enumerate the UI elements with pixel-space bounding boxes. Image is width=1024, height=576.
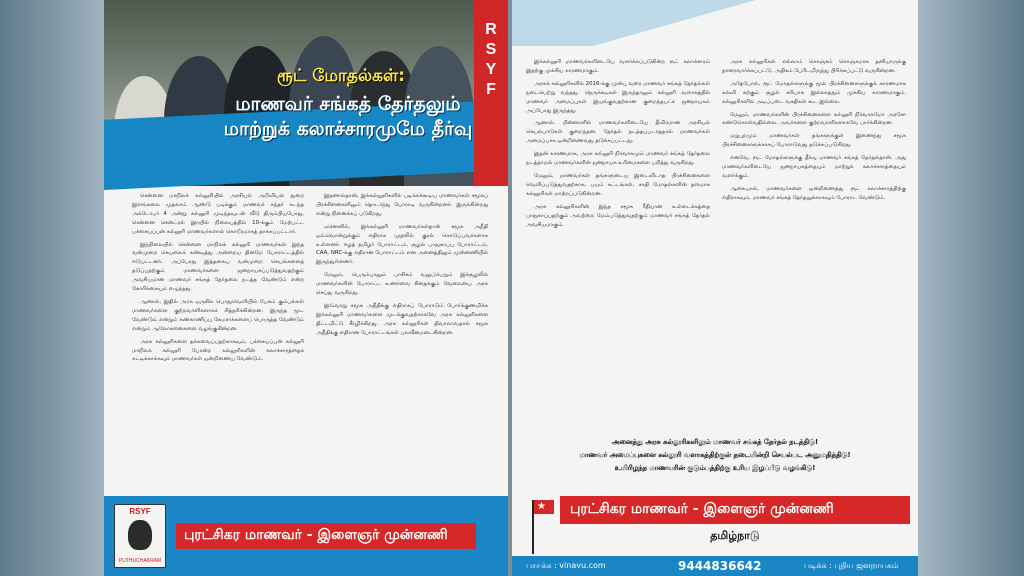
paragraph: மேலும், பெரும்பாலும் பாசிசம் வலுப்பெறும் இச்சூழலில் மாணவர்களின் போராட்ட உணர்வை சிதைக்கும் வேலையை அரசு செய்து வருகிறது.: [316, 272, 488, 297]
paragraph: ஆகையால், மாணவர்களை ஒன்றிணைத்து ரூட் கலாச்சாரத்திற்கு எதிராகவும், மாணவர் சங்கத் தேர்தலுக்காகவும் போராட வேண்டும்.: [722, 185, 906, 201]
paragraph: இவ்வாறு சமூக அநீதிக்கு எதிராகப் போராடும் போர்க்குணமிக்க இக்கல்லூரி மாணவர்களை முடக்குவதற்காகவே அரசு கல்லூரிகளை திட்டமிட்டு சீரழிக்கிறது. அரசு கல்லூரிகள் திவாலாவதால் சமூக அநீதிக்கு எதிரான போராட்டங்கள் பலவீனமடைகின்றன.: [316, 302, 488, 336]
paragraph: ஆனால், இதில் அரசு ஒருசில பொதுவெளியில் பேசும் கும்பல்கள் மாணவர்களை குற்றவாளிகளாகச் சித்தரிக்கின்றன. இருந்த மூட வேண்டும் என்றும் கண்காணிப்பு கேமராக்களைப் பொருத்த வேண்டும் என்றும் ஆலோசனைகளை வழங்குகின்றன.: [132, 298, 304, 332]
article-columns: [132, 192, 488, 368]
region-label: தமிழ்நாடு: [710, 529, 760, 542]
article-column-3: [526, 58, 710, 233]
background-right: [918, 0, 1024, 576]
footer-banner: [104, 496, 508, 576]
phone-number: 9444836642: [678, 559, 762, 573]
demands-caption: [512, 436, 918, 475]
demand-line: மாணவர் அமைப்புகளை கல்லூரி வளாகத்திற்குள் தடையின்றி செயல்பட அனுமதித்திடு!: [579, 451, 851, 459]
headline: [198, 92, 498, 142]
headline-line-1: மாணவர் சங்கத் தேர்தலும்: [235, 93, 461, 115]
paragraph: மேலும், மாணவர்கள் தங்களுடைய இடைவிடாத பிரச்சினைகளை வெளிப்படுத்துவதற்காக, பயம் கட்டங்கள், சாதி மோதல்களின் தளமாக கல்லூரிகள் மாற்றப்படுகின்றன.: [526, 172, 710, 197]
paragraph: மறுபுறமும் மாணவர்கள் தங்களுக்குள் இணைந்து சமூக பிரச்சினைகளுக்காகப் போராடுவது தடுக்கப்படுகிறது.: [722, 133, 906, 149]
paragraph: ஆனால், பின்னாளில் மாணவர்களிடையே தீவிரமான அரசியல் செயல்பாடுகள் குறைந்தன. தேர்தல் நடத்தப்படாததால் மாணவர்கள் அமைப்பாக ஒன்றிணைவது தடுக்கப்பட்டது.: [526, 120, 710, 145]
demand-line: அனைத்து அரசு கல்லூரிகளிலும் மாணவர் சங்கத் தேர்தல் நடத்திடு!: [611, 438, 819, 446]
website-text: பாா்க்க : vinavu.com: [526, 561, 606, 570]
rsyf-badge: [474, 0, 508, 186]
logo-text: RSYF: [129, 507, 151, 516]
org-name: புரட்சிகர மாணவர் - இளைஞர் முன்னணி: [570, 501, 834, 517]
portrait-icon: [128, 520, 152, 550]
logo-subtext: PUTHUCHAKRAM: [118, 558, 162, 564]
page-right: [512, 0, 918, 576]
badge-letter: S: [485, 41, 497, 58]
article-column-4: [722, 58, 906, 233]
badge-letter: Y: [485, 61, 497, 78]
paragraph: ஏனெனில், இக்கல்லூரி மாணவர்கள்தான் சமூக அநீதி ஒவ்வொன்றுக்கும் எதிராக முதலில் குரல் கொடுப்பவர்களாக உள்ளனர். ஈழத் தமிழர் போராட்டம், சூழல் பாதுகாப்பு போராட்டம், CAA, NRC-க்கு எதிரான போராட்டம் என அனைத்திலும் முன்னணியில் இருந்துள்ளனர்.: [316, 223, 488, 266]
read-text: படிக்க : புதிய ஜனநாயகம்: [804, 561, 899, 570]
paragraph: அரசு கல்லூரிகள் எல்லாம் கொஞ்சம் கொஞ்சமாக தனியாருக்கு தாரைவார்க்கப்பட்டு, அதிகம் பேரிடமிருந்து பிரிக்கப்பட்டு வருகின்றன.: [722, 59, 906, 74]
footer-block: [512, 474, 918, 576]
star-icon: ★: [537, 501, 546, 512]
headline-line-2: மாற்றுக் கலாச்சாரமுமே தீர்வு: [223, 118, 473, 140]
badge-letter: F: [486, 81, 496, 98]
page-left: [104, 0, 508, 576]
paragraph: சென்னை மாநிலக் கல்லூரியில் அரசியல் அறிவியல் துறை இளங்கலை முதலாம் ஆண்டு படிக்கும் மாணவர் சுந்தர் கடந்த அக்டோபர் 4 அன்று கல்லூரி முடிந்தவுடன் வீடு திரும்பியபோது, சென்னை சென்ட்ரல் இரயில் நிலையத்தில் 10-க்கும் மேற்பட்ட பச்சையப்பன் கல்லூரி மாணவர்களால் கொடூரமாகத் தாக்கப்பட்டார்.: [132, 193, 304, 235]
paragraph: இந்நிலையில் சென்னை மாநிலக் கல்லூரி மாணவர்கள் இந்த வன்முறை செயலைக் கண்டித்து அன்றைய தினமே போராட்டத்தில் ஈடுபட்டனர். அப்போது இத்தகைய வன்முறை செயல்களைத் தடுப்பதற்கும் மாணவர்களை ஜனநாயகப்படுத்துவதற்கும் அவசியமான மாணவர் சங்கத் தேர்தலை நடத்த வேண்டும் என்ற கோரிக்கையும் எழுந்தது.: [132, 241, 304, 293]
paragraph: எனவே, ரூட் மோதல்களுக்கு தீர்வு மாணவர் சங்கத் தேர்தல்தான். அது மாணவர்களிடையே ஜனநாயகத்தையும் மாற்றுக் கலாச்சாரத்தையும் வளர்க்கும்.: [722, 155, 906, 179]
org-name: புரட்சிகர மாணவர் - இளைஞர் முன்னணி: [184, 527, 448, 543]
paragraph: அரசு கல்லூரிகளை தக்கவைப்பதற்காகவும், பச்சையப்பன் கல்லூரி மாநிலக் கல்லூரி போன்ற கல்லூரிகளின் கலாச்சாரத்தைக் கட்டிக்காக்கவும் மாணவர்கள் ஒன்றிணைய வேண்டும்.: [132, 338, 304, 363]
paragraph: மேலும், மாணவர்களின் பிரச்சினைகளை கல்லூரி நிர்வாகமோ அரசோ கண்டுகொள்வதில்லை. அவர்களை குற்றவாளிகளாகவே பார்க்கின்றன.: [722, 111, 906, 127]
paragraph: இதன் காரணமாக, அரசு கல்லூரி நிர்வாகமும் மாணவர் சங்கத் தேர்தலை நடத்தாமல் மாணவர்களின் ஜனநாயக உரிமைகளை பறித்து வருகிறது.: [526, 151, 710, 167]
contact-bar: [512, 556, 918, 576]
rsyf-logo: [114, 504, 166, 568]
article-column-1: [132, 192, 304, 368]
badge-letter: R: [485, 21, 497, 38]
paragraph: அரசுக் கல்லூரிகளில் 2016-க்கு முன்பு வரை மாணவர் சங்கத் தேர்தல்கள் நடைபெற்று வந்தது. நெருக்கடிகள் இருந்தாலும் கல்லூரி வளாகத்தில் மாணவர் அமைப்புகள் இயங்குவதற்கான குறைந்தபட்ச ஜனநாயகம் அப்போது இருந்தது.: [526, 80, 710, 114]
background-left: [0, 0, 104, 576]
paragraph: இதனால்தான், இக்கல்லூரிகளில் படிக்கக்கூடிய மாணவர்கள் சமூகப் பிரச்சினைகளிலும் தொடர்ந்து போராடி வருகின்றனர். இருக்கின்றது என்று நினைக்கப் படுகிறது.: [316, 193, 488, 217]
headline-kicker: ரூட் மோதல்கள்:: [276, 66, 406, 86]
paragraph: இக்கல்லூரி மாணவர்களிடையே வளர்க்கப்படுகின்ற ரூட் கலாச்சாரம் இதற்கு முக்கிய காரணமாகும்.: [526, 59, 710, 74]
article-column-2: [316, 192, 488, 368]
paragraph: அதேபோல், ரூட் மோதல்களுக்கு மூல பிரச்சினைகளுக்குக் காரணமாக கல்வி கற்கும் சூழல் சரியாக இல்லாததும் முக்கிய காரணமாகும். கல்லூரிகளில் அடிப்படை வசதிகள் கூட இல்லை.: [722, 80, 906, 105]
article-columns: [526, 58, 906, 233]
paragraph: அரசு கல்லூரிகளின் இந்த சமூக ரீதியான உள்ளடக்கத்தை பாதுகாப்பதற்கும் அவற்றை மேம்படுத்துவதற்கும் மாணவர் சங்கத் தேர்தல் அவசியமாகும்.: [526, 203, 710, 228]
demand-line: உயிரிழந்த மாணவரின் குடும்பத்திற்கு உரிய இழப்பீடு வழங்கிடு!: [614, 464, 816, 472]
top-accent: [512, 0, 918, 46]
